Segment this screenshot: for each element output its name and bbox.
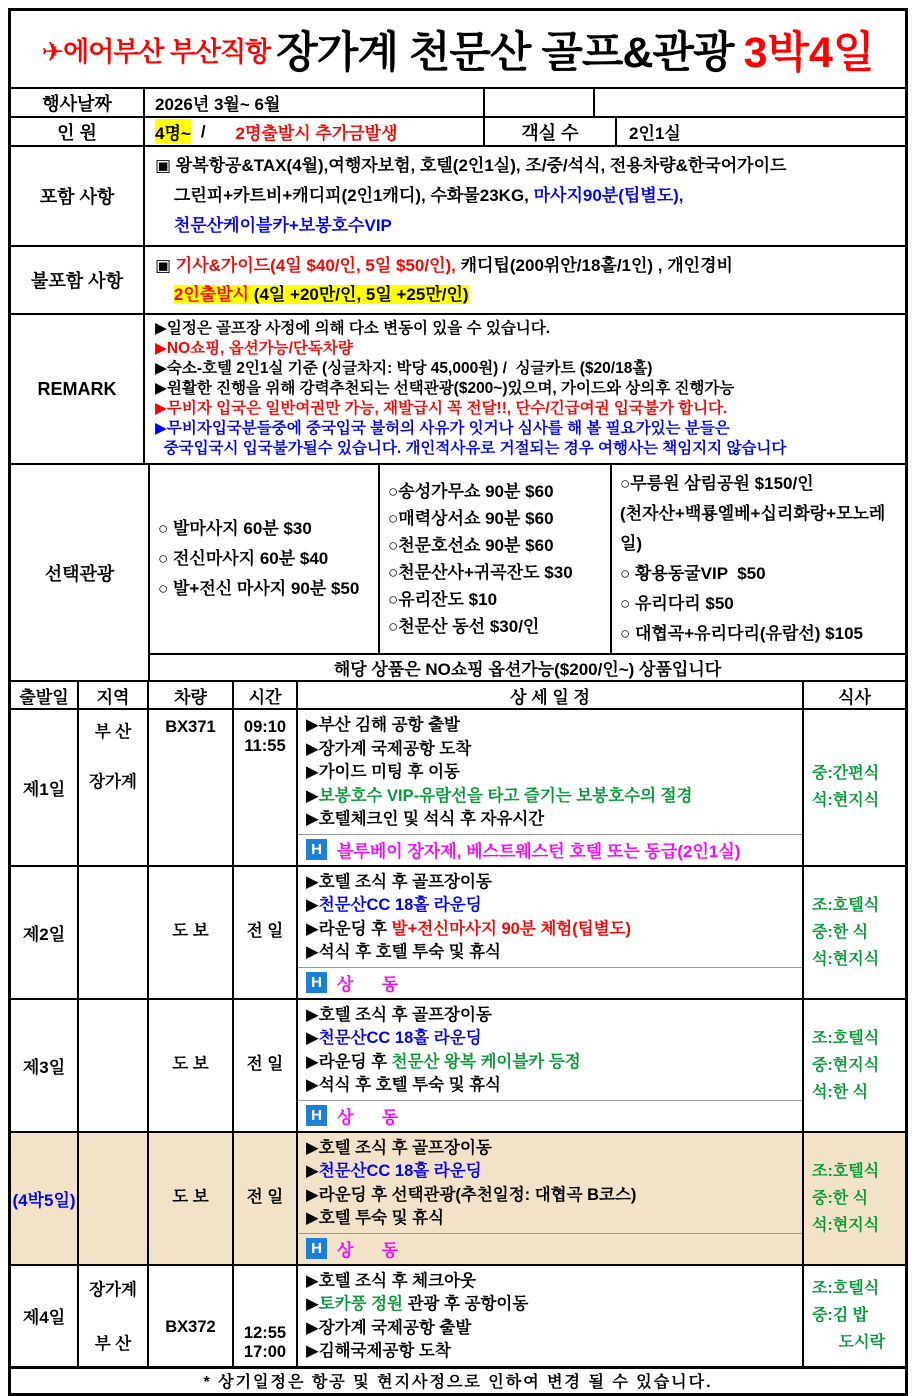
- people-label: 인 원: [57, 122, 97, 143]
- day1-meals: 중:간편식 석:현지식: [802, 710, 905, 865]
- day4-meals: 조:호텔식 중:김 밥 도시락: [802, 1266, 905, 1366]
- schedule-header-row: [11, 680, 905, 708]
- room-count-value: 2인1실: [615, 118, 905, 145]
- included-content: ▣ 왕복항공&TAX(4월),여행자보험, 호텔(2인1실), 조/중/석식, 전용차량&한국어가이드 그린피+카트비+캐디피(2인1캐디), 수화물23KG, 마사지90분(팁별도), 천문산케이블카+보봉호수VIP: [143, 147, 905, 245]
- day4-itinerary-lines: ▶호텔 조식 후 체크아웃 ▶토카풍 정원 관광 후 공항이동 ▶장가계 국제공항 출발 ▶김해국제공항 도착: [306, 1271, 529, 1360]
- people-row: [11, 116, 905, 145]
- day4-flight-number: BX372: [147, 1266, 232, 1366]
- day2-hotel-name: 상 동: [337, 974, 399, 994]
- page-title: [11, 11, 905, 87]
- optional-tours-columns: [150, 465, 905, 653]
- header-region: 지역: [77, 682, 147, 708]
- event-date-value: 2026년 3월~ 6월: [143, 89, 483, 116]
- day2-detail-cell: [296, 867, 802, 998]
- schedule-day1-row: [11, 708, 905, 865]
- header-vehicle: 차량: [147, 682, 232, 708]
- day3-itinerary-lines: ▶호텔 조식 후 골프장이동 ▶천문산CC 18홀 라운딩 ▶라운딩 후 천문산 왕복 케이블카 등정 ▶석식 후 호텔 투숙 및 휴식: [306, 1005, 581, 1094]
- people-surcharge-note: 2명출발시 추가금발생: [235, 124, 398, 143]
- hotel-icon: H: [306, 1238, 327, 1259]
- massage-options-list: ○ 발마사지 60분 $30 ○ 전신마사지 60분 $40 ○ 발+전신 마사지 90분 $50: [158, 519, 360, 598]
- extension-detail-cell: [296, 1133, 802, 1264]
- extension-label: (4박5일): [12, 1190, 76, 1210]
- day1-label: 제1일: [22, 779, 66, 799]
- day1-detail-cell: [296, 710, 802, 865]
- excluded-label: 불포함 사항: [31, 271, 123, 291]
- extension-vehicle: 도 보: [147, 1133, 232, 1264]
- day1-times: 09:10 11:55: [232, 710, 296, 865]
- day3-meals: 조:호텔식 중:현지식 석:한 식: [802, 1000, 905, 1131]
- hotel-icon: H: [306, 1105, 327, 1126]
- day3-vehicle: 도 보: [147, 1000, 232, 1131]
- schedule-day4-row: [11, 1264, 905, 1366]
- day3-times: 전 일: [232, 1000, 296, 1131]
- day1-flight-number: BX371: [147, 710, 232, 865]
- day2-region: [77, 867, 147, 998]
- remark-label: REMARK: [37, 378, 117, 399]
- day2-meals: 조:호텔식 중:한 식 석:현지식: [802, 867, 905, 998]
- schedule-change-disclaimer: * 상기일정은 항공 및 현지사정으로 인하여 변경 될 수 있습니다.: [11, 1366, 905, 1393]
- people-value-cell: [143, 118, 483, 145]
- itinerary-sheet: [8, 8, 908, 1396]
- people-min-count: 4명~: [155, 119, 191, 144]
- day3-region: [77, 1000, 147, 1131]
- optional-tours-section: [11, 463, 905, 680]
- header-time: 시간: [232, 682, 296, 708]
- empty-cell: [483, 89, 593, 116]
- extension-times: 전 일: [232, 1133, 296, 1264]
- extension-region: [77, 1133, 147, 1264]
- day1-hotel-name: 블루베이 장자제, 베스트웨스턴 호텔 또는 동급(2인1실): [337, 841, 741, 861]
- day4-times: 12:55 17:00: [232, 1266, 296, 1366]
- remark-content: ▶일정은 골프장 사정에 의해 다소 변동이 있을 수 있습니다. ▶NO쇼핑, 옵션가능/단독차량 ▶숙소-호텔 2인1실 기준 (싱글차지: 박당 45,000원) / 싱글카트 ($20/18홀) ▶원활한 진행을 위해 강력추천되는 선택관광($200~)있으며, 가이드와 상의후 진행가능 ▶무비자 입국은 일반여권만 가능, 재발급시 꼭 전달!!, 단수/긴급여권 입국불가 합니다. ▶무비자입국분들중에 중국입국 불허의 사유가 잇거나 심사를 해 볼 필요가있는 분들은 중국입국시 입국불가될수 있습니다. 개인적사유로 거절되는 경우 여행사는 책임지지 않습니다: [143, 315, 905, 463]
- airline-direct-flight-label: ✈에어부산 부산직항: [41, 36, 271, 67]
- extension-hotel-name: 상 동: [337, 1240, 399, 1260]
- optional-tours-note: 해당 상품은 NO쇼핑 옵션가능($200/인~) 상품입니다: [150, 653, 905, 680]
- day4-label: 제4일: [22, 1308, 66, 1327]
- tour-duration: 3박4일: [743, 28, 875, 77]
- room-count-label: 객실 수: [483, 118, 615, 145]
- remark-section: [11, 313, 905, 463]
- extension-itinerary-lines: ▶호텔 조식 후 골프장이동 ▶천문산CC 18홀 라운딩 ▶라운딩 후 선택관광(추천일정: 대협곡 B코스) ▶호텔 투숙 및 휴식: [306, 1138, 637, 1227]
- schedule-extension-row: [11, 1131, 905, 1264]
- event-date-label: 행사날짜: [42, 93, 112, 114]
- day2-vehicle: 도 보: [147, 867, 232, 998]
- people-separator: /: [200, 121, 206, 141]
- day3-hotel-row: [298, 1100, 802, 1131]
- hotel-icon: H: [306, 972, 327, 993]
- show-options-list: ○송성가무쇼 90분 $60 ○매력상서쇼 90분 $60 ○천문호선쇼 90분 $60 ○천문산사+귀곡잔도 $30 ○유리잔도 $10 ○천문산 동선 $30/인: [378, 465, 610, 653]
- optional-tours-label: 선택관광: [44, 563, 115, 584]
- empty-cell: [593, 89, 905, 116]
- optional-tours-body: [148, 465, 905, 680]
- day4-detail-cell: [296, 1266, 802, 1366]
- hotel-icon: H: [306, 839, 327, 860]
- extension-meals: 조:호텔식 중:한 식 석:현지식: [802, 1133, 905, 1264]
- day1-hotel-row: [298, 834, 802, 865]
- day3-hotel-name: 상 동: [337, 1107, 399, 1127]
- included-section: [11, 145, 905, 245]
- day2-itinerary-lines: ▶호텔 조식 후 골프장이동 ▶천문산CC 18홀 라운딩 ▶라운딩 후 발+전신마사지 90분 체험(팁별도) ▶석식 후 호텔 투숙 및 휴식: [306, 872, 632, 961]
- schedule-day3-row: [11, 998, 905, 1131]
- day4-region: 장가계 부 산: [77, 1266, 147, 1366]
- header-departure-day: 출발일: [19, 687, 69, 707]
- extension-hotel-row: [298, 1233, 802, 1264]
- day2-label: 제2일: [22, 924, 66, 944]
- sightseeing-options-list: ○무릉원 삼림공원 $150/인 (천자산+백룡엘베+십리화랑+모노레일) ○ 황용동굴VIP $50 ○ 유리다리 $50 ○ 대협곡+유리다리(유람선) $105: [610, 465, 905, 653]
- day1-itinerary-lines: ▶부산 김해 공항 출발 ▶장가계 국제공항 도착 ▶가이드 미팅 후 이동 ▶보봉호수 VIP-유람선을 타고 즐기는 보봉호수의 절경 ▶호텔체크인 및 석식 후 자유시간: [306, 716, 693, 828]
- header-detail-itinerary: 상 세 일 정: [296, 682, 802, 708]
- schedule-day2-row: [11, 865, 905, 998]
- day1-region: 부 산 장가계: [77, 710, 147, 865]
- included-label: 포함 사항: [39, 187, 115, 207]
- excluded-content: ▣ 기사&가이드(4일 $40/인, 5일 $50/인), 캐디팁(200위안/18홀/1인) , 개인경비 2인출발시 (4일 +20만/인, 5일 +25만/인): [143, 247, 905, 313]
- excluded-section: [11, 245, 905, 313]
- event-date-row: [11, 87, 905, 116]
- day3-label: 제3일: [22, 1057, 66, 1077]
- tour-title: 장가계 천문산 골프&관광: [276, 28, 734, 77]
- header-meals: 식사: [802, 682, 905, 708]
- day3-detail-cell: [296, 1000, 802, 1131]
- day2-times: 전 일: [232, 867, 296, 998]
- day2-hotel-row: [298, 967, 802, 998]
